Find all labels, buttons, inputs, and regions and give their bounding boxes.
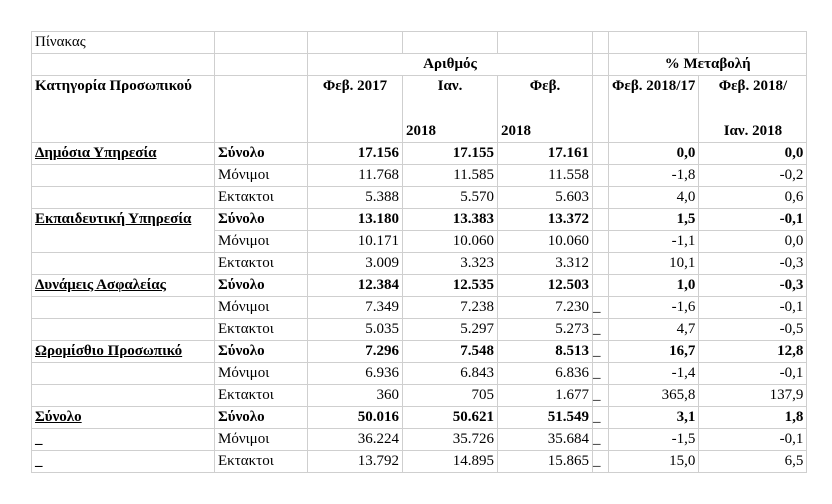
table-body — [32, 143, 807, 473]
row-category: Σύνολο — [32, 407, 215, 429]
row-jan2018: 13.383 — [403, 209, 498, 231]
table-row — [32, 429, 807, 451]
row-mark: _ — [593, 363, 609, 385]
row-feb2018: 6.836 — [498, 363, 593, 385]
row-feb2018: 17.161 — [498, 143, 593, 165]
col-header-pct1: Φεβ. 2018/17 — [609, 76, 699, 143]
row-type: Σύνολο — [215, 407, 308, 429]
row-type: Σύνολο — [215, 275, 308, 297]
row-pct1: 10,1 — [609, 253, 699, 275]
row-type: Μόνιμοι — [215, 165, 308, 187]
row-pct1: -1,1 — [609, 231, 699, 253]
row-category — [32, 297, 215, 319]
row-feb2017: 360 — [308, 385, 403, 407]
row-category — [32, 385, 215, 407]
row-feb2017: 5.388 — [308, 187, 403, 209]
row-type: Σύνολο — [215, 341, 308, 363]
row-pct1: 1,0 — [609, 275, 699, 297]
row-category: _ — [32, 451, 215, 473]
row-pct2: 6,5 — [699, 451, 807, 473]
row-feb2017: 50.016 — [308, 407, 403, 429]
table-row — [32, 451, 807, 473]
row-pct2: 0,0 — [699, 231, 807, 253]
table-row — [32, 363, 807, 385]
title-row — [32, 32, 807, 54]
row-pct2: 0,0 — [699, 143, 807, 165]
row-jan2018: 11.585 — [403, 165, 498, 187]
col-header-pct2-top: Φεβ. 2018/ — [718, 78, 788, 94]
row-mark — [593, 253, 609, 275]
col-header-pct2-bottom: Ιαν. 2018 — [723, 123, 783, 139]
row-pct2: 1,8 — [699, 407, 807, 429]
row-jan2018: 705 — [403, 385, 498, 407]
row-pct2: -0,1 — [699, 209, 807, 231]
row-pct1: -1,6 — [609, 297, 699, 319]
row-type: Εκτακτοι — [215, 319, 308, 341]
table-row — [32, 341, 807, 363]
row-category: Δημόσια Υπηρεσία — [32, 143, 215, 165]
row-mark — [593, 231, 609, 253]
col-header-feb2018-top: Φεβ. — [529, 78, 561, 94]
row-jan2018: 35.726 — [403, 429, 498, 451]
row-jan2018: 10.060 — [403, 231, 498, 253]
row-jan2018: 12.535 — [403, 275, 498, 297]
row-pct2: -0,1 — [699, 363, 807, 385]
row-pct2: -0,1 — [699, 297, 807, 319]
table-row — [32, 253, 807, 275]
row-mark — [593, 275, 609, 297]
row-pct2: -0,3 — [699, 253, 807, 275]
row-feb2018: 35.684 — [498, 429, 593, 451]
row-category: Εκπαιδευτική Υπηρεσία — [32, 209, 215, 253]
row-type: Σύνολο — [215, 143, 308, 165]
row-jan2018: 6.843 — [403, 363, 498, 385]
row-type: Μόνιμοι — [215, 363, 308, 385]
row-type: Εκτακτοι — [215, 451, 308, 473]
table-row — [32, 165, 807, 187]
row-type: Σύνολο — [215, 209, 308, 231]
group-header-row — [32, 54, 807, 76]
row-category: Δυνάμεις Ασφαλείας — [32, 275, 215, 297]
row-mark: _ — [593, 297, 609, 319]
row-jan2018: 17.155 — [403, 143, 498, 165]
row-feb2018: 51.549 — [498, 407, 593, 429]
col-header-jan2018 — [403, 76, 498, 143]
row-feb2018: 10.060 — [498, 231, 593, 253]
row-pct1: -1,8 — [609, 165, 699, 187]
row-feb2018: 12.503 — [498, 275, 593, 297]
row-type: Εκτακτοι — [215, 253, 308, 275]
row-jan2018: 7.548 — [403, 341, 498, 363]
row-feb2017: 7.296 — [308, 341, 403, 363]
row-jan2018: 14.895 — [403, 451, 498, 473]
row-type: Εκτακτοι — [215, 187, 308, 209]
row-feb2017: 17.156 — [308, 143, 403, 165]
row-type: Μόνιμοι — [215, 231, 308, 253]
row-feb2017: 10.171 — [308, 231, 403, 253]
col-header-pct2 — [699, 76, 807, 143]
row-type: Εκτακτοι — [215, 385, 308, 407]
row-mark: _ — [593, 319, 609, 341]
table-title: Πίνακας — [32, 32, 215, 54]
row-pct2: 0,6 — [699, 187, 807, 209]
row-feb2017: 3.009 — [308, 253, 403, 275]
col-header-feb2018-bottom: 2018 — [501, 123, 531, 139]
row-feb2017: 36.224 — [308, 429, 403, 451]
row-mark: _ — [593, 407, 609, 429]
row-mark: _ — [593, 341, 609, 363]
column-header-row — [32, 76, 807, 143]
row-category — [32, 165, 215, 187]
row-pct1: 3,1 — [609, 407, 699, 429]
row-category — [32, 187, 215, 209]
col-header-jan2018-top: Ιαν. — [437, 78, 463, 94]
row-jan2018: 7.238 — [403, 297, 498, 319]
row-pct1: 0,0 — [609, 143, 699, 165]
table-row — [32, 319, 807, 341]
row-pct2: 137,9 — [699, 385, 807, 407]
row-feb2017: 7.349 — [308, 297, 403, 319]
row-feb2017: 13.792 — [308, 451, 403, 473]
row-pct2: -0,3 — [699, 275, 807, 297]
row-mark — [593, 143, 609, 165]
row-pct2: -0,1 — [699, 429, 807, 451]
row-pct2: -0,5 — [699, 319, 807, 341]
row-category — [32, 363, 215, 385]
row-feb2018: 7.230 — [498, 297, 593, 319]
row-pct1: 15,0 — [609, 451, 699, 473]
row-mark: _ — [593, 429, 609, 451]
col-header-feb2017: Φεβ. 2017 — [308, 76, 403, 143]
row-pct2: 12,8 — [699, 341, 807, 363]
row-category: Ωρομίσθιο Προσωπικό — [32, 341, 215, 363]
row-pct1: 4,7 — [609, 319, 699, 341]
row-jan2018: 3.323 — [403, 253, 498, 275]
row-feb2018: 15.865 — [498, 451, 593, 473]
row-feb2018: 5.603 — [498, 187, 593, 209]
row-type: Μόνιμοι — [215, 429, 308, 451]
row-pct1: 4,0 — [609, 187, 699, 209]
table-row — [32, 407, 807, 429]
row-feb2018: 8.513 — [498, 341, 593, 363]
table-row — [32, 297, 807, 319]
row-feb2017: 12.384 — [308, 275, 403, 297]
row-pct1: 1,5 — [609, 209, 699, 231]
row-feb2018: 11.558 — [498, 165, 593, 187]
statistics-table — [31, 31, 807, 473]
col-header-jan2018-bottom: 2018 — [406, 123, 436, 139]
table-row — [32, 187, 807, 209]
row-pct1: -1,5 — [609, 429, 699, 451]
row-jan2018: 50.621 — [403, 407, 498, 429]
row-pct2: -0,2 — [699, 165, 807, 187]
row-mark — [593, 209, 609, 231]
row-pct1: -1,4 — [609, 363, 699, 385]
row-mark: _ — [593, 385, 609, 407]
row-feb2017: 11.768 — [308, 165, 403, 187]
col-header-feb2018 — [498, 76, 593, 143]
count-group-header: Αριθμός — [308, 54, 593, 76]
row-feb2017: 13.180 — [308, 209, 403, 231]
row-type: Μόνιμοι — [215, 297, 308, 319]
row-pct1: 365,8 — [609, 385, 699, 407]
row-pct1: 16,7 — [609, 341, 699, 363]
row-feb2018: 3.312 — [498, 253, 593, 275]
table-row — [32, 209, 807, 231]
row-mark — [593, 187, 609, 209]
row-mark — [593, 165, 609, 187]
table-row — [32, 143, 807, 165]
row-feb2018: 5.273 — [498, 319, 593, 341]
row-jan2018: 5.570 — [403, 187, 498, 209]
pct-group-header: % Μεταβολή — [609, 54, 807, 76]
table-row — [32, 385, 807, 407]
row-feb2017: 6.936 — [308, 363, 403, 385]
category-header: Κατηγορία Προσωπικού — [32, 76, 215, 143]
row-category — [32, 253, 215, 275]
row-category — [32, 319, 215, 341]
row-mark: _ — [593, 451, 609, 473]
row-category: _ — [32, 429, 215, 451]
row-feb2018: 1.677 — [498, 385, 593, 407]
row-feb2018: 13.372 — [498, 209, 593, 231]
row-jan2018: 5.297 — [403, 319, 498, 341]
row-feb2017: 5.035 — [308, 319, 403, 341]
table-row — [32, 275, 807, 297]
